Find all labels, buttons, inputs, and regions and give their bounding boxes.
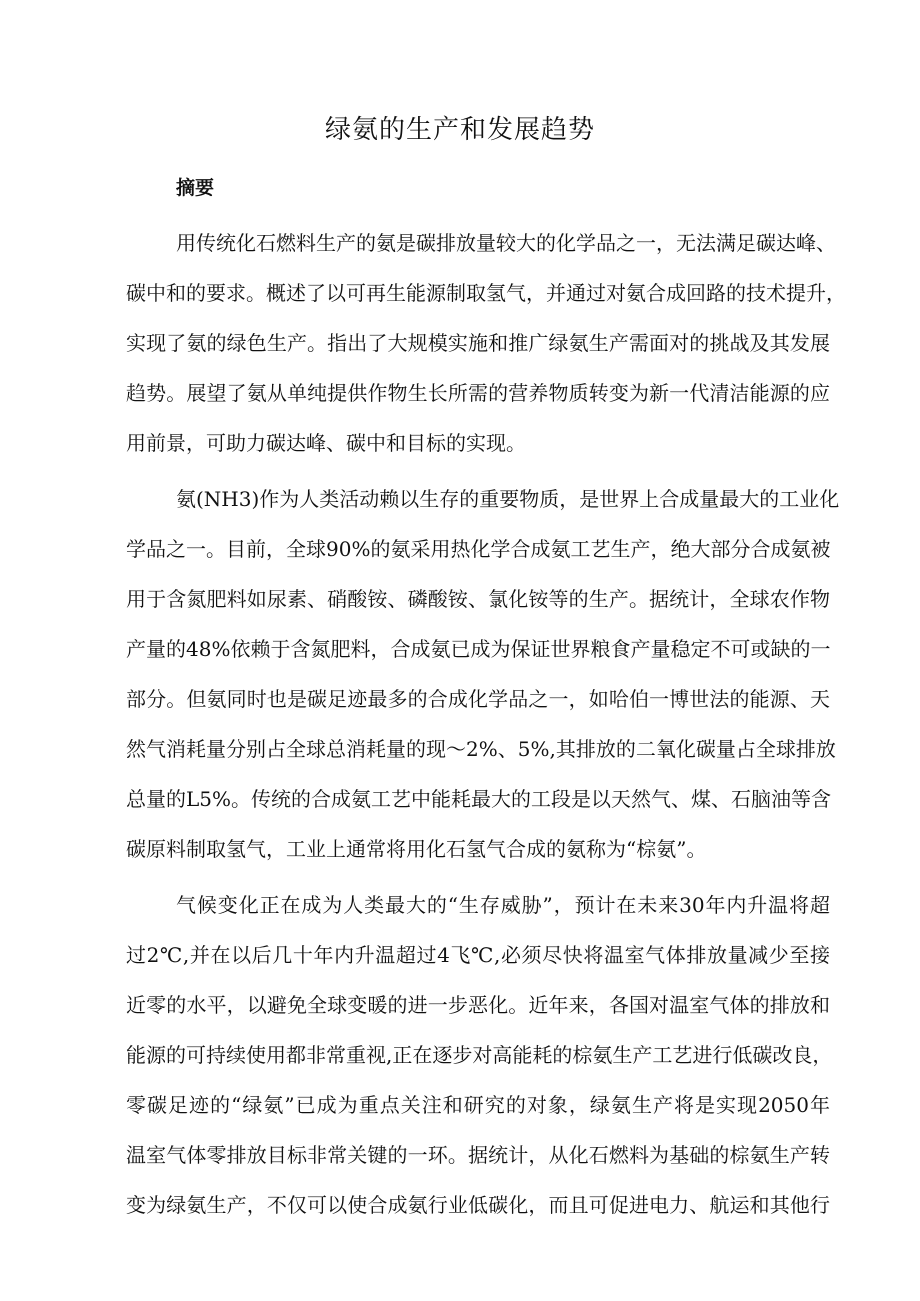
paragraph-line: 用于含氮肥料如尿素、硝酸铵、磷酸铵、氯化铵等的生产。据统计，全球农作物 [126, 587, 830, 611]
paragraph-line: 零碳足迹的“绿氨”已成为重点关注和研究的对象，绿氨生产将是实现2050年 [126, 1093, 830, 1117]
paragraph-line: 近零的水平，以避免全球变暖的进一步恶化。近年来，各国对温室气体的排放和 [126, 993, 830, 1017]
paragraph-line: 气候变化正在成为人类最大的“生存威胁”，预计在未来30年内升温将超 [176, 893, 830, 917]
paragraph-line: 过2℃,并在以后几十年内升温超过4飞℃,必须尽快将温室气体排放量减少至接 [126, 943, 830, 967]
paragraph-line: 然气消耗量分别占全球总消耗量的现～2%、5%,其排放的二氧化碳量占全球排放 [126, 737, 836, 761]
paragraph-line: 氨(NH3)作为人类活动赖以生存的重要物质，是世界上合成量最大的工业化 [176, 487, 840, 511]
abstract-line: 用前景，可助力碳达峰、碳中和目标的实现。 [126, 431, 526, 455]
paragraph-line: 变为绿氨生产，不仅可以使合成氨行业低碳化，而且可促进电力、航运和其他行 [126, 1193, 830, 1217]
paragraph-line: 总量的L5%。传统的合成氨工艺中能耗最大的工段是以天然气、煤、石脑油等含 [126, 787, 832, 811]
paragraph-line: 产量的48%依赖于含氮肥料，合成氨已成为保证世界粮食产量稳定不可或缺的一 [126, 637, 831, 661]
abstract-heading: 摘要 [176, 177, 215, 199]
abstract-line: 趋势。展望了氨从单纯提供作物生长所需的营养物质转变为新一代清洁能源的应 [126, 381, 830, 405]
paragraph-line: 能源的可持续使用都非常重视,正在逐步对高能耗的棕氨生产工艺进行低碳改良， [126, 1043, 833, 1067]
abstract-line: 碳中和的要求。概述了以可再生能源制取氢气，并通过对氨合成回路的技术提升， [126, 281, 846, 305]
abstract-line: 用传统化石燃料生产的氨是碳排放量较大的化学品之一，无法满足碳达峰、 [176, 231, 836, 255]
abstract-line: 实现了氨的绿色生产。指出了大规模实施和推广绿氨生产需面对的挑战及其发展 [126, 331, 830, 355]
paragraph-line: 碳原料制取氢气，工业上通常将用化石氢气合成的氨称为“棕氨”。 [126, 837, 707, 861]
paragraph-line: 温室气体零排放目标非常关键的一环。据统计，从化石燃料为基础的棕氨生产转 [126, 1143, 830, 1167]
paragraph-line: 学品之一。目前，全球90%的氨采用热化学合成氨工艺生产，绝大部分合成氨被 [126, 537, 831, 561]
paragraph-line: 部分。但氨同时也是碳足迹最多的合成化学品之一，如哈伯一博世法的能源、天 [126, 687, 830, 711]
document-title: 绿氨的生产和发展趋势 [324, 115, 595, 145]
